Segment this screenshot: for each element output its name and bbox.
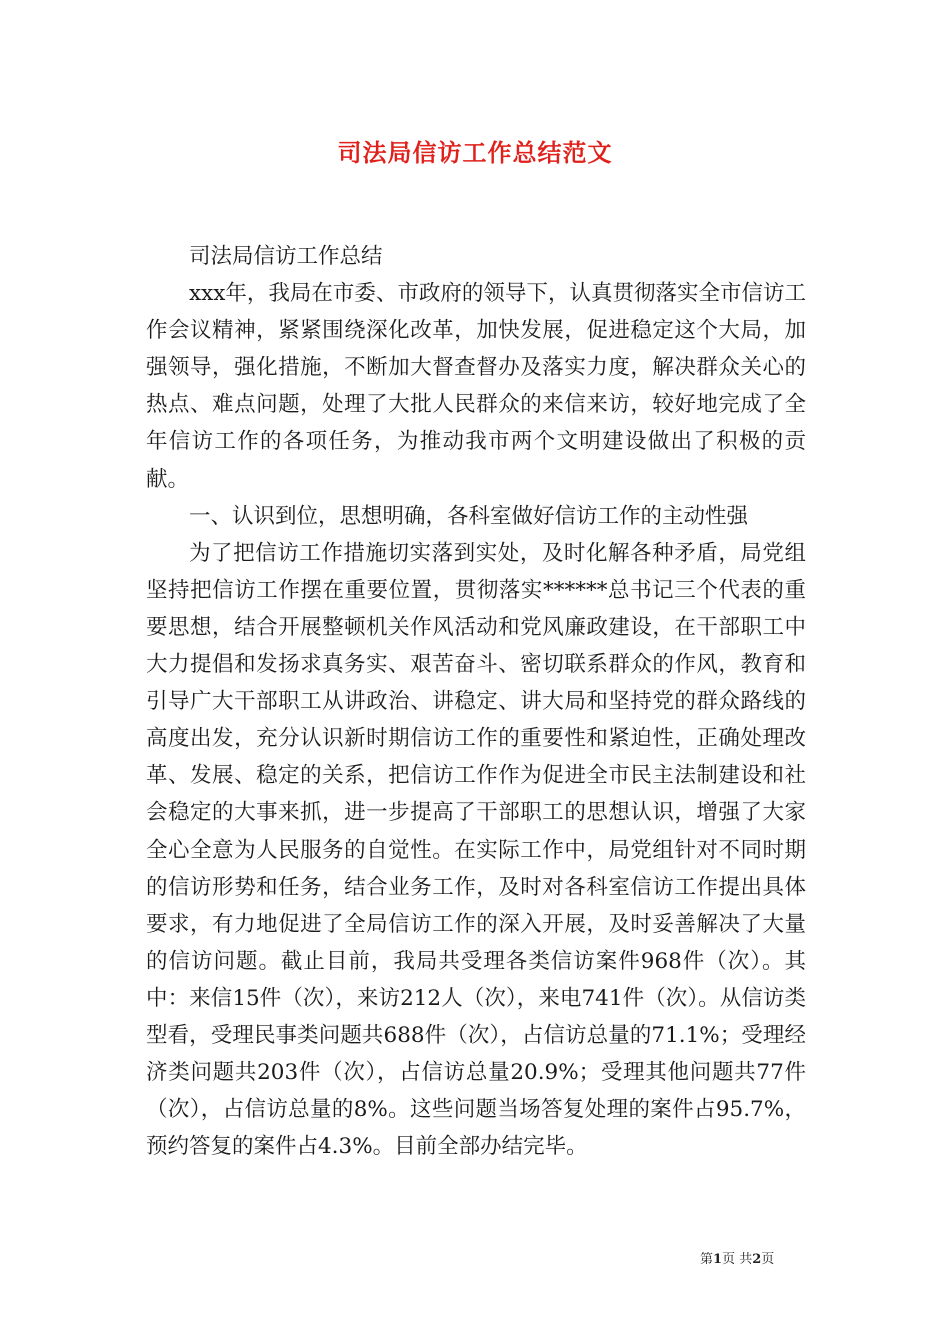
section-heading-1: 一、认识到位，思想明确，各科室做好信访工作的主动性强: [189, 503, 749, 529]
footer-middle: 页 共: [722, 1252, 753, 1267]
footer-prefix: 第: [700, 1252, 714, 1267]
total-page-number: 2: [752, 1252, 762, 1267]
subtitle-paragraph: 司法局信访工作总结: [189, 244, 383, 269]
current-page-number: 1: [713, 1252, 723, 1267]
document-body: [146, 238, 806, 1165]
page-footer: [700, 1248, 850, 1267]
footer-suffix: 页: [761, 1252, 775, 1267]
document-title: 司法局信访工作总结范文: [337, 139, 613, 167]
intro-paragraph: xxx年，我局在市委、市政府的领导下，认真贯彻落实全市信访工作会议精神，紧紧围绕深化改革，加快发展，促进稳定这个大局，加强领导，强化措施，不断加大督查督办及落实力度，解决群众关心的热点、难点问题，处理了大批人民群众的来信来访，较好地完成了全年信访工作的各项任务，为推动我市两个文明建设做出了积极的贡献。: [146, 281, 806, 492]
section-1-paragraph: 为了把信访工作措施切实落到实处，及时化解各种矛盾，局党组坚持把信访工作摆在重要位置，贯彻落实******总书记三个代表的重要思想，结合开展整顿机关作风活动和党风廉政建设，在干部职工中大力提倡和发扬求真务实、艰苦奋斗、密切联系群众的作风，教育和引导广大干部职工从讲政治、讲稳定、讲大局和坚持党的群众路线的高度出发，充分认识新时期信访工作的重要性和紧迫性，正确处理改革、发展、稳定的关系，把信访工作作为促进全市民主法制建设和社会稳定的大事来抓，进一步提高了干部职工的思想认识，增强了大家全心全意为人民服务的自觉性。在实际工作中，局党组针对不同时期的信访形势和任务，结合业务工作，及时对各科室信访工作提出具体要求，有力地促进了全局信访工作的深入开展，及时妥善解决了大量的信访问题。截止目前，我局共受理各类信访案件968件（次）。其中：来信15件（次），来访212人（次），来电741件（次）。从信访类型看，受理民事类问题共688件（次），占信访总量的71.1%；受理经济类问题共203件（次），占信访总量20.9%；受理其他问题共77件（次），占信访总量的8%。这些问题当场答复处理的案件占95.7%，预约答复的案件占4.3%。目前全部办结完毕。: [146, 540, 806, 1160]
